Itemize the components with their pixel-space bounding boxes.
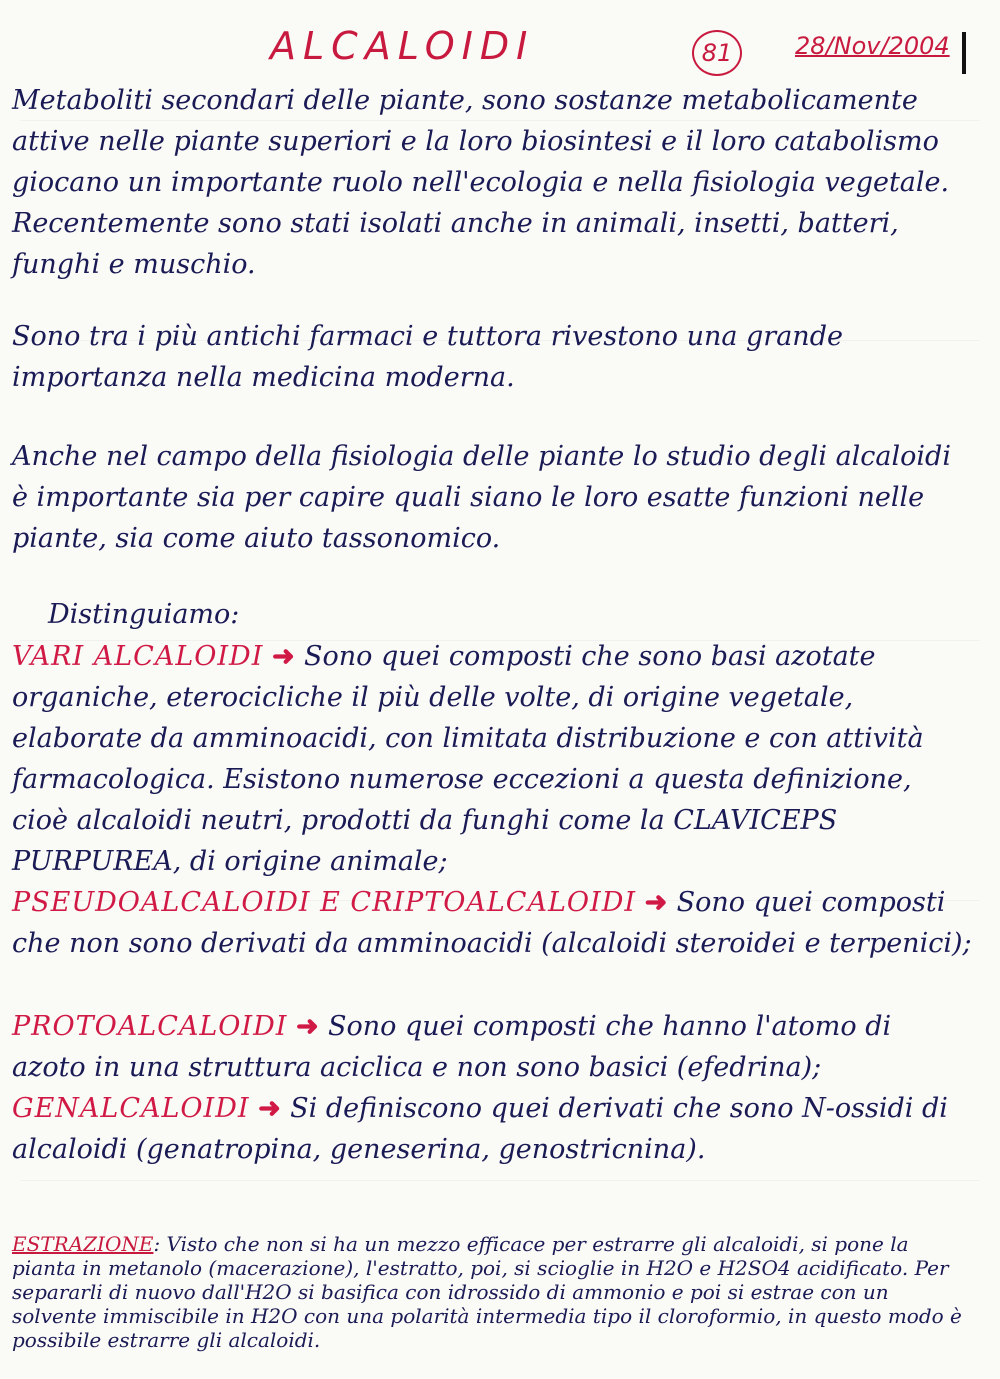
category-name: VARI ALCALOIDI [12, 641, 264, 672]
category-item [12, 1088, 972, 1170]
category-name: PSEUDOALCALOIDI E CRIPTOALCALOIDI [12, 887, 637, 918]
extraction-text: : Visto che non si ha un mezzo efficace per estrarre gli alcaloidi, si pone la pianta in metanolo (macerazione), l'estratto, poi, si scioglie in H2O e H2SO4 acidificato. Per separarli di nuovo dall'H2O si basifica con idrossido di ammonio e poi si estrae con un solvente immiscibile in H2O con una polarità intermedia tipo il cloroformio, in questo modo è possibile estrarre gli alcaloidi. [12, 1232, 962, 1352]
arrow-right-icon: ➜ [271, 641, 304, 672]
category-text: Sono quei composti che non sono derivati da amminoacidi (alcaloidi steroidei e terpenici); [12, 887, 972, 959]
category-name: GENALCALOIDI [12, 1093, 250, 1124]
category-item [12, 1006, 972, 1088]
category-text: Si definiscono quei derivati che sono N-ossidi di alcaloidi (genatropina, geneserina, genostricnina). [12, 1093, 948, 1165]
extraction-note [12, 1232, 972, 1352]
distinguish-label: Distinguiamo: [48, 599, 240, 630]
category-item [12, 636, 972, 882]
intro-paragraph: Anche nel campo della fisiologia delle piante lo studio degli alcaloidi è importante sia per capire quali siano le loro esatte funzioni nelle piante, sia come aiuto tassonomico. [12, 441, 951, 554]
category-text: Sono quei composti che hanno l'atomo di azoto in una struttura aciclica e non sono basici (efedrina); [12, 1011, 892, 1083]
ruled-line [20, 1180, 980, 1181]
category-text: Sono quei composti che sono basi azotate organiche, eterocicliche il più delle volte, di origine vegetale, elaborate da amminoacidi, con limitata distribuzione e con attività farmacologica. Esistono numerose eccezioni a questa definizione, cioè alcaloidi neutri, prodotti da funghi come la CLAVICEPS PURPUREA, di origine animale; [12, 641, 924, 877]
page-title: ALCALOIDI [270, 24, 535, 68]
arrow-right-icon: ➜ [258, 1093, 291, 1124]
category-item [12, 882, 972, 964]
page-date: 28/Nov/2004 [795, 32, 950, 60]
page-number-badge: 81 [692, 30, 742, 76]
arrow-right-icon: ➜ [644, 887, 677, 918]
margin-mark-icon [962, 32, 966, 74]
category-name: PROTOALCALOIDI [12, 1011, 288, 1042]
extraction-label: ESTRAZIONE [12, 1232, 154, 1256]
page-header [0, 18, 1000, 78]
intro-paragraph: Metaboliti secondari delle piante, sono sostanze metabolicamente attive nelle piante superiori e la loro biosintesi e il loro catabolismo giocano un importante ruolo nell'ecologia e nella fisiologia vegetale. Recentemente sono stati isolati anche in animali, insetti, batteri, funghi e muschio. [12, 85, 950, 280]
arrow-right-icon: ➜ [296, 1011, 329, 1042]
intro-paragraph: Sono tra i più antichi farmaci e tuttora rivestono una grande importanza nella medicina moderna. [12, 321, 843, 393]
